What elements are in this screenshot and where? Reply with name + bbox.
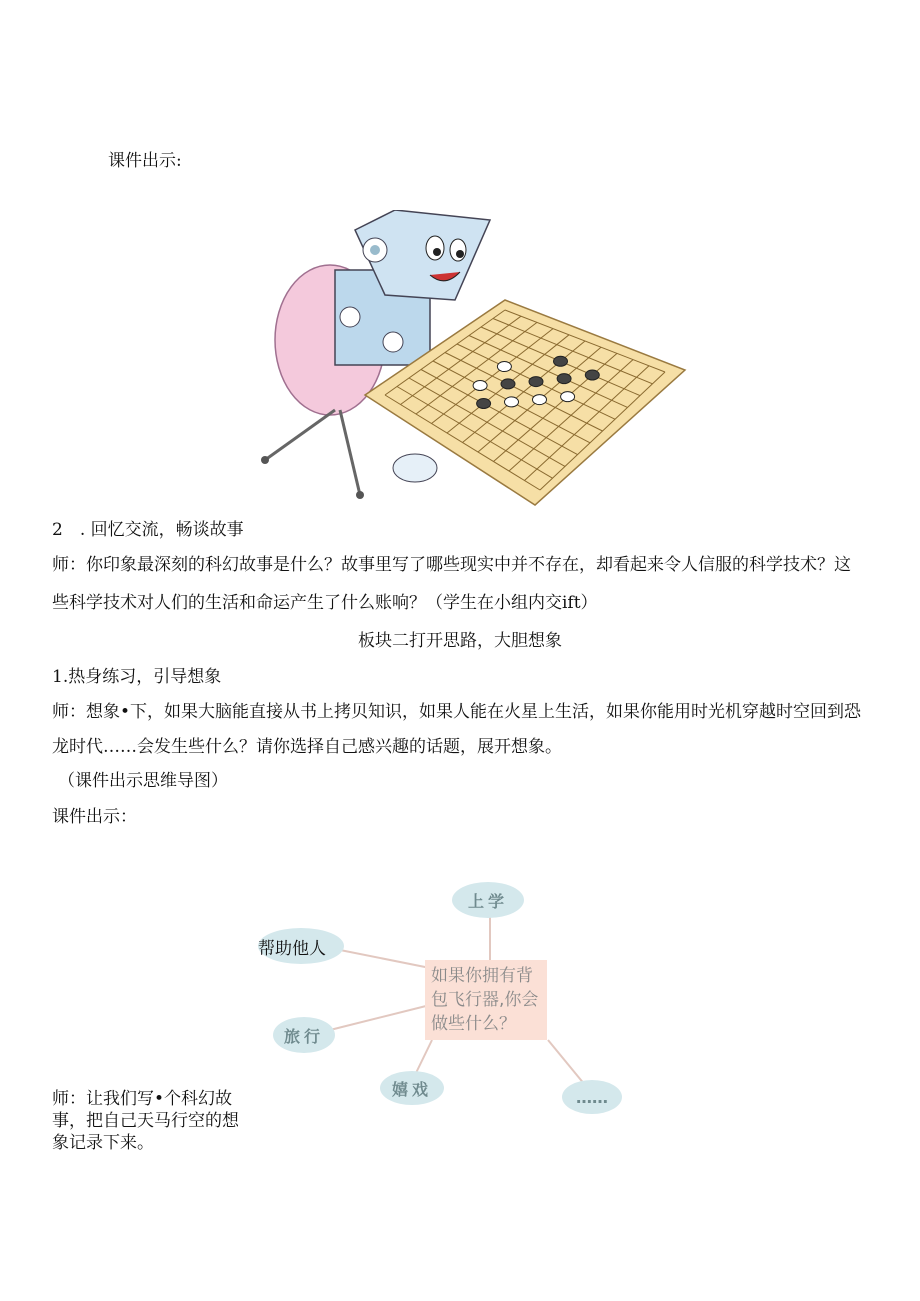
- teacher-prompt-3: [52, 1088, 239, 1154]
- teacher-prompt-2-line2: 龙时代……会发生些什么？请你选择自己感兴趣的话题，展开想象。: [52, 737, 562, 757]
- mindmap-node-more: ……: [562, 1080, 622, 1114]
- mindmap-node-travel: 旅行: [273, 1017, 335, 1053]
- mindmap-node-school: 上学: [452, 882, 524, 918]
- mindmap-node-play: 嬉戏: [380, 1071, 444, 1105]
- center-line-3: 做些什么？: [431, 1014, 516, 1034]
- teacher-prompt-2-line1: 师：想象•下，如果大脑能直接从书上拷贝知识，如果人能在火星上生活，如果你能用时光机穿越时空回到恐: [52, 702, 862, 722]
- center-line-1: 如果你拥有背: [431, 966, 533, 986]
- teacher-prompt-3-line2: 事，把自己天马行空的想: [52, 1111, 239, 1131]
- warmup-heading: 1.热身练习，引导想象: [52, 667, 222, 687]
- block-title: 板块二打开思路，大胆想象: [358, 631, 562, 651]
- teacher-prompt-3-line1: 师：让我们写•个科幻故: [52, 1089, 233, 1109]
- mindmap-note: （课件出示思维导图）: [58, 771, 228, 791]
- mindmap-node-help: 帮助他人: [258, 928, 344, 964]
- mindmap-center-node: [425, 960, 547, 1040]
- courseware-label-2: 课件出示：: [52, 807, 137, 827]
- teacher-prompt-1-line2: 些科学技术对人们的生活和命运产生了什么账响？（学生在小组内交ift）: [52, 593, 598, 613]
- teacher-prompt-1-line1: 师：你印象最深刻的科幻故事是什么？故事里写了哪些现实中并不存在，却看起来令人信服的科学技术？这: [52, 555, 851, 575]
- teacher-prompt-3-line3: 象记录下来。: [52, 1133, 154, 1153]
- section-heading-recall: 2 . 回忆交流，畅谈故事: [52, 520, 244, 540]
- center-line-2: 包飞行器,你会: [431, 990, 539, 1010]
- courseware-label: 课件出示:: [108, 151, 182, 171]
